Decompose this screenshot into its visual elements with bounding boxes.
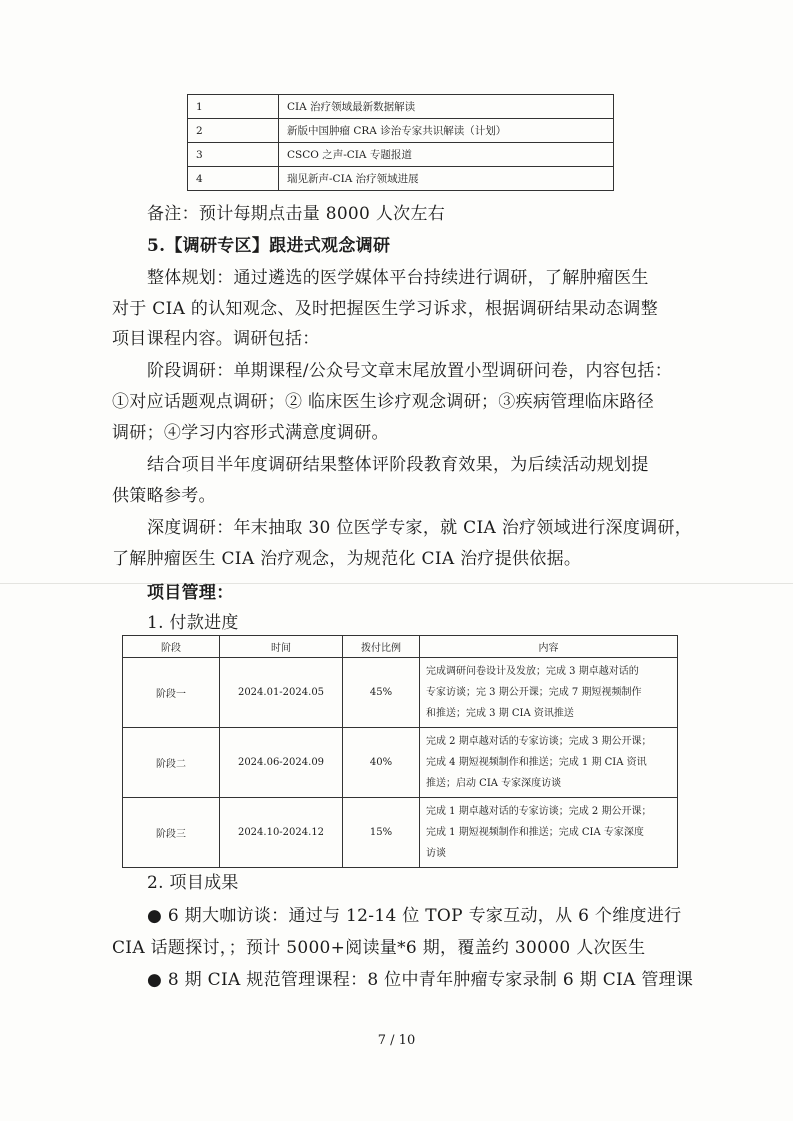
paragraph-line: 项目课程内容。调研包括： — [112, 329, 320, 349]
note-text: 备注：预计每期点击量 8000 人次左右 — [147, 204, 446, 224]
paragraph-line: 阶段调研：单期课程/公众号文章末尾放置小型调研问卷，内容包括： — [147, 361, 673, 381]
page-number: 7 / 10 — [377, 1033, 416, 1048]
table-row: 阶段一 2024.01-2024.05 45% 完成调研问卷设计及发放；完成 3 期卓越对话的 专家访谈；完 3 期公开课；完成 7 期短视频制作 和推送；完成 3 期 CIA 资讯推送 — [123, 658, 678, 728]
table-row: 1 CIA 治疗领域最新数据解读 — [188, 95, 614, 119]
topic-table — [187, 94, 614, 191]
paragraph-line: 结合项目半年度调研结果整体评阶段教育效果，为后续活动规划提 — [147, 455, 649, 475]
table-row: 3 CSCO 之声-CIA 专题报道 — [188, 143, 614, 167]
paragraph-line: ①对应话题观点调研；② 临床医生诊疗观念调研；③疾病管理临床路径 — [112, 392, 655, 412]
bullet-line: CIA 话题探讨，；预计 5000+阅读量*6 期，覆盖约 30000 人次医生 — [112, 938, 646, 958]
paragraph-line: 深度调研：年末抽取 30 位医学专家，就 CIA 治疗领域进行深度调研， — [147, 518, 693, 538]
paragraph-line: 供策略参考。 — [112, 486, 216, 506]
page-divider — [0, 583, 793, 584]
bullet-line: ● 6 期大咖访谈：通过与 12-14 位 TOP 专家互动，从 6 个维度进行 — [147, 906, 682, 926]
paragraph-line: 整体规划：通过遴选的医学媒体平台持续进行调研，了解肿瘤医生 — [147, 268, 649, 288]
paragraph-line: 对于 CIA 的认知观念、及时把握医生学习诉求，根据调研结果动态调整 — [112, 299, 659, 319]
table-row: 阶段二 2024.06-2024.09 40% 完成 2 期卓越对话的专家访谈；完成 3 期公开课； 完成 4 期短视频制作和推送；完成 1 期 CIA 资讯 推送；启动 CIA 专家深度访谈 — [123, 728, 678, 798]
bullet-line: ● 8 期 CIA 规范管理课程：8 位中青年肿瘤专家录制 6 期 CIA 管理课 — [147, 970, 694, 990]
payment-subheading: 1. 付款进度 — [147, 613, 239, 633]
management-heading: 项目管理： — [147, 583, 234, 603]
table-row: 阶段三 2024.10-2024.12 15% 完成 1 期卓越对话的专家访谈；完成 2 期公开课； 完成 1 期短视频制作和推送；完成 CIA 专家深度 访谈 — [123, 798, 678, 868]
paragraph-line: 调研；④学习内容形式满意度调研。 — [112, 423, 389, 443]
paragraph-line: 了解肿瘤医生 CIA 治疗观念，为规范化 CIA 治疗提供依据。 — [112, 549, 582, 569]
table-row: 4 瑞见新声-CIA 治疗领域进展 — [188, 167, 614, 191]
results-subheading: 2. 项目成果 — [147, 873, 239, 893]
table-header-row: 阶段 时间 拨付比例 内容 — [123, 636, 678, 658]
table-row: 2 新版中国肿瘤 CRA 诊治专家共识解读（计划） — [188, 119, 614, 143]
payment-table — [122, 635, 678, 868]
section-heading: 5.【调研专区】跟进式观念调研 — [147, 236, 391, 256]
